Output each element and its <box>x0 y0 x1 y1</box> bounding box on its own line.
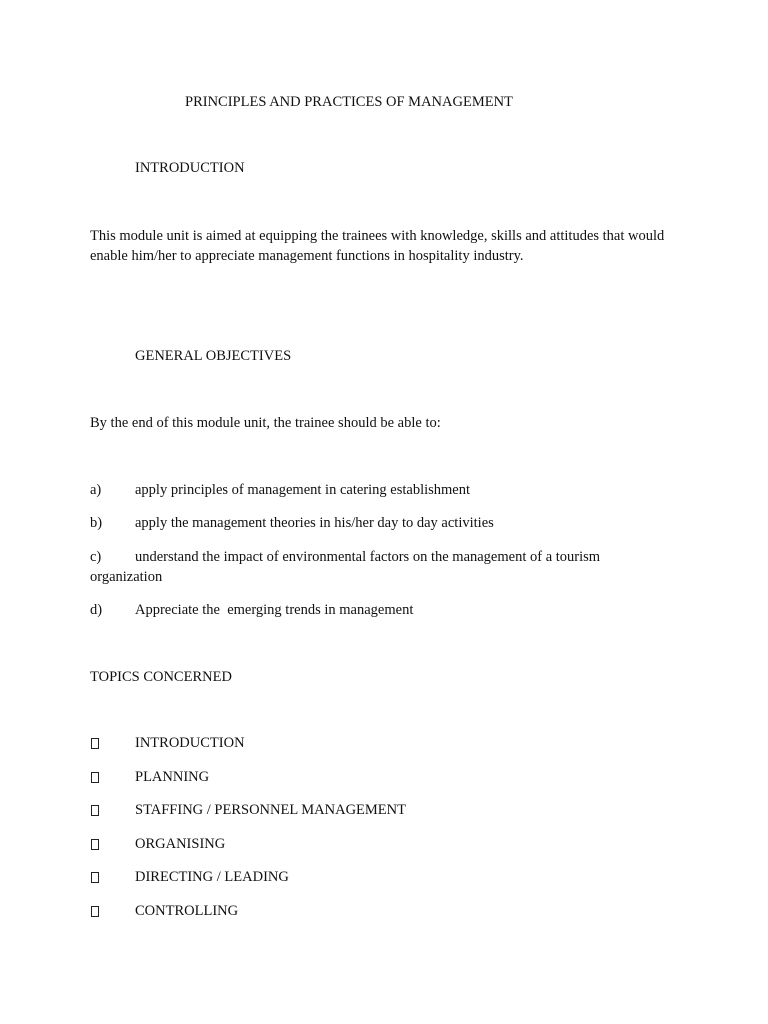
objective-marker: b) <box>90 515 103 531</box>
topic-item: PLANNING <box>135 769 210 785</box>
bullet-box-icon <box>91 738 99 749</box>
topics-concerned-heading: TOPICS CONCERNED <box>90 669 232 685</box>
introduction-heading: INTRODUCTION <box>135 160 245 176</box>
objectives-lead-text: By the end of this module unit, the trainee should be able to: <box>90 415 441 431</box>
introduction-paragraph: This module unit is aimed at equipping the trainees with knowledge, skills and attitudes that would enable him/her to appreciate management functions in hospitality industry. <box>90 228 665 264</box>
bullet-box-icon <box>91 906 99 917</box>
objective-text: Appreciate the emerging trends in management <box>135 602 414 618</box>
objective-text: apply the management theories in his/her day to day activities <box>135 515 494 531</box>
objective-marker: d) <box>90 602 103 618</box>
bullet-box-icon <box>91 805 99 816</box>
topic-item: CONTROLLING <box>135 903 239 919</box>
objective-item <box>90 547 650 587</box>
objective-text: understand the impact of environmental factors on the management of a tourism organization <box>90 549 601 585</box>
topic-item: DIRECTING / LEADING <box>135 869 289 885</box>
objective-marker: c) <box>90 549 102 565</box>
topic-item: ORGANISING <box>135 836 226 852</box>
objective-marker: a) <box>90 482 102 498</box>
general-objectives-heading: GENERAL OBJECTIVES <box>135 348 292 364</box>
document-title: PRINCIPLES AND PRACTICES OF MANAGEMENT <box>185 94 513 110</box>
bullet-box-icon <box>91 839 99 850</box>
bullet-box-icon <box>91 872 99 883</box>
topic-item: STAFFING / PERSONNEL MANAGEMENT <box>135 802 406 818</box>
objective-text: apply principles of management in catering establishment <box>135 482 471 498</box>
topic-item: INTRODUCTION <box>135 735 245 751</box>
bullet-box-icon <box>91 772 99 783</box>
